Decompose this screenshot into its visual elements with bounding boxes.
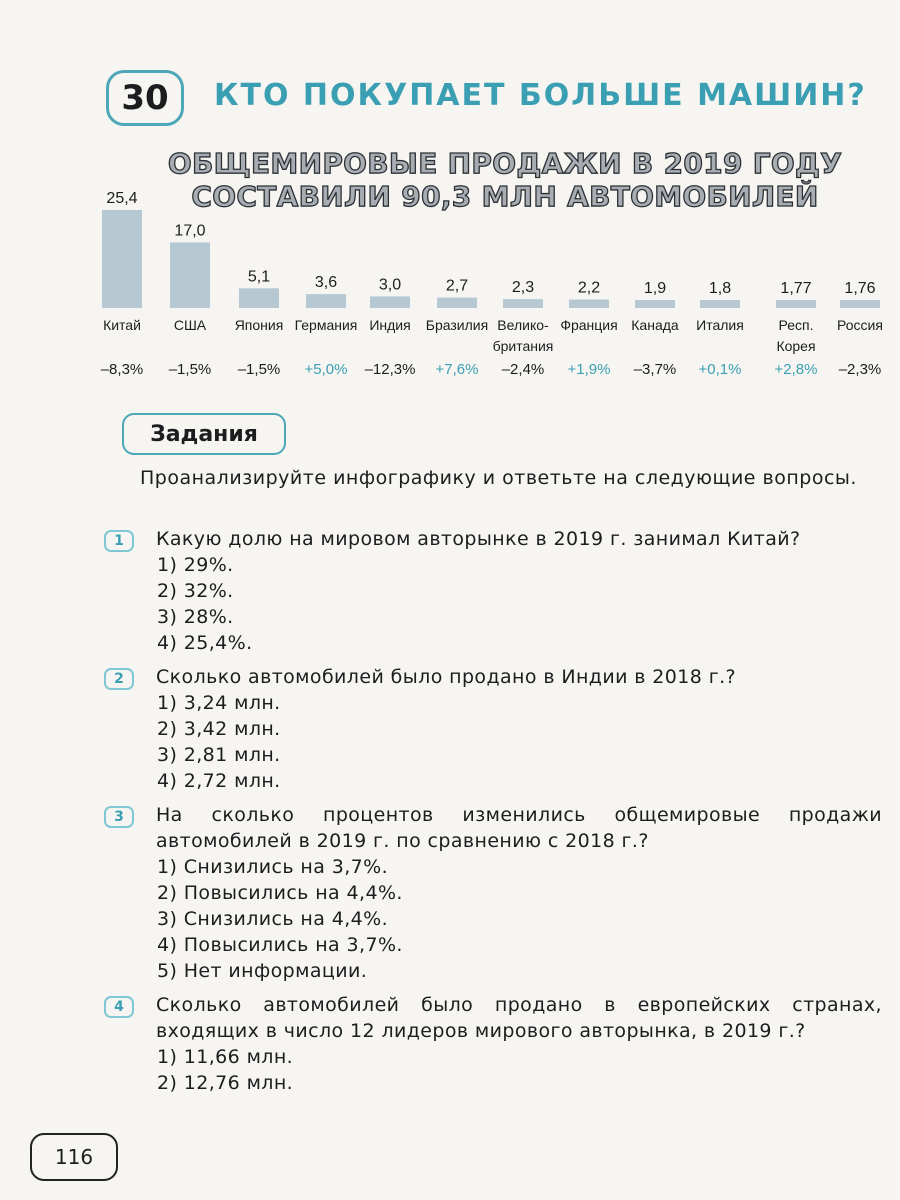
change-label-3: –1,5% xyxy=(237,361,281,378)
value-label-9: 1,9 xyxy=(643,280,667,297)
question-2-text: Сколько автомобилей было продано в Индии в 2018 г.? xyxy=(156,666,737,688)
question-2-number-label: 2 xyxy=(114,671,124,687)
change-label-8: +1,9% xyxy=(567,361,611,378)
question-4-number xyxy=(104,996,134,1018)
tasks-intro: Проанализируйте инфографику и ответьте на следующие вопросы. xyxy=(140,467,857,489)
question-1-option-2: 2) 32%. xyxy=(157,580,234,602)
question-2-number xyxy=(104,668,134,690)
question-4-option-1: 1) 11,66 млн. xyxy=(157,1046,294,1068)
category-label-5: Индия xyxy=(369,317,411,333)
question-3-option-4: 4) Повысились на 3,7%. xyxy=(157,934,403,956)
value-label-7: 2,3 xyxy=(511,279,535,297)
category-label-11-line2: Корея xyxy=(776,338,816,354)
bar-12 xyxy=(840,300,880,308)
bar-3 xyxy=(239,288,279,308)
bar-10 xyxy=(700,300,740,308)
category-label-3: Япония xyxy=(234,317,284,333)
question-1-number-label: 1 xyxy=(114,533,124,549)
category-label-7-line2: британия xyxy=(492,338,554,354)
change-label-4: +5,0% xyxy=(304,361,348,378)
bar-6 xyxy=(437,298,477,308)
chart-subtitle-line2: СОСТАВИЛИ 90,3 МЛН АВТОМОБИЛЕЙ xyxy=(191,180,819,213)
tasks-heading xyxy=(122,413,286,455)
value-label-10: 1,8 xyxy=(708,280,732,297)
change-label-6: +7,6% xyxy=(435,361,479,378)
category-label-11: Респ. xyxy=(778,317,814,333)
bar-11 xyxy=(776,300,816,308)
question-4-option-2: 2) 12,76 млн. xyxy=(157,1072,294,1094)
bar-5 xyxy=(370,296,410,308)
value-label-5: 3,0 xyxy=(378,276,402,294)
question-2-option-2: 2) 3,42 млн. xyxy=(157,718,281,740)
question-3-number-label: 3 xyxy=(114,809,124,825)
bar-7 xyxy=(503,299,543,308)
change-label-9: –3,7% xyxy=(633,361,677,378)
bar-8 xyxy=(569,300,609,308)
question-3-text: На сколько процентов изменились общемировые продажи автомобилей в 2019 г. по сравнению с 2018 г.? xyxy=(156,804,882,852)
page-number-box xyxy=(30,1133,118,1181)
value-label-1: 25,4 xyxy=(106,190,138,207)
value-label-2: 17,0 xyxy=(174,222,206,240)
question-2-option-3: 3) 2,81 млн. xyxy=(157,744,281,766)
question-1-text: Какую долю на мировом авторынке в 2019 г. занимал Китай? xyxy=(156,528,801,550)
change-label-5: –12,3% xyxy=(364,361,416,378)
car-sales-bar-chart xyxy=(0,190,900,390)
category-label-9: Канада xyxy=(631,317,679,333)
change-label-10: +0,1% xyxy=(698,361,742,378)
change-label-7: –2,4% xyxy=(501,361,545,378)
bar-2 xyxy=(170,242,210,308)
value-label-6: 2,7 xyxy=(445,277,469,295)
value-label-11: 1,77 xyxy=(780,280,812,297)
question-3-option-3: 3) Снизились на 4,4%. xyxy=(157,908,389,930)
page-number: 116 xyxy=(54,1145,94,1169)
question-3-number xyxy=(104,806,134,828)
tasks-heading-label: Задания xyxy=(150,421,258,447)
question-1-option-3: 3) 28%. xyxy=(157,606,234,628)
lesson-number: 30 xyxy=(121,78,169,118)
category-label-10: Италия xyxy=(696,317,744,333)
lesson-number-badge xyxy=(106,70,184,126)
question-4-number-label: 4 xyxy=(114,999,124,1015)
change-label-12: –2,3% xyxy=(838,361,882,378)
change-label-2: –1,5% xyxy=(168,361,212,378)
category-label-2: США xyxy=(173,317,207,333)
chart-subtitle-line1: ОБЩЕМИРОВЫЕ ПРОДАЖИ В 2019 ГОДУ xyxy=(167,147,843,180)
category-label-12: Россия xyxy=(837,317,883,333)
value-label-3: 5,1 xyxy=(247,268,271,286)
category-label-6: Бразилия xyxy=(425,317,489,333)
question-2-option-1: 1) 3,24 млн. xyxy=(157,692,281,714)
question-1-option-1: 1) 29%. xyxy=(157,554,234,576)
question-3-option-1: 1) Снизились на 3,7%. xyxy=(157,856,389,878)
category-label-4: Германия xyxy=(294,317,358,333)
value-label-4: 3,6 xyxy=(314,274,338,292)
question-4-text: Сколько автомобилей было продано в европейских странах, входящих в число 12 лидеров мирового авторынка, в 2019 г.? xyxy=(156,994,882,1042)
category-label-1: Китай xyxy=(103,317,141,333)
question-3-option-5: 5) Нет информации. xyxy=(157,960,368,982)
category-label-7: Велико- xyxy=(497,317,549,333)
change-label-1: –8,3% xyxy=(100,361,144,378)
bar-1 xyxy=(102,210,142,308)
question-2-option-4: 4) 2,72 млн. xyxy=(157,770,281,792)
category-label-8: Франция xyxy=(560,317,618,333)
value-label-12: 1,76 xyxy=(844,280,876,297)
bar-9 xyxy=(635,300,675,308)
bar-4 xyxy=(306,294,346,308)
value-label-8: 2,2 xyxy=(577,279,601,297)
change-label-11: +2,8% xyxy=(774,361,818,378)
question-3-option-2: 2) Повысились на 4,4%. xyxy=(157,882,403,904)
page-title: КТО ПОКУПАЕТ БОЛЬШЕ МАШИН? xyxy=(214,78,867,113)
question-1-option-4: 4) 25,4%. xyxy=(157,632,253,654)
question-1-number xyxy=(104,530,134,552)
